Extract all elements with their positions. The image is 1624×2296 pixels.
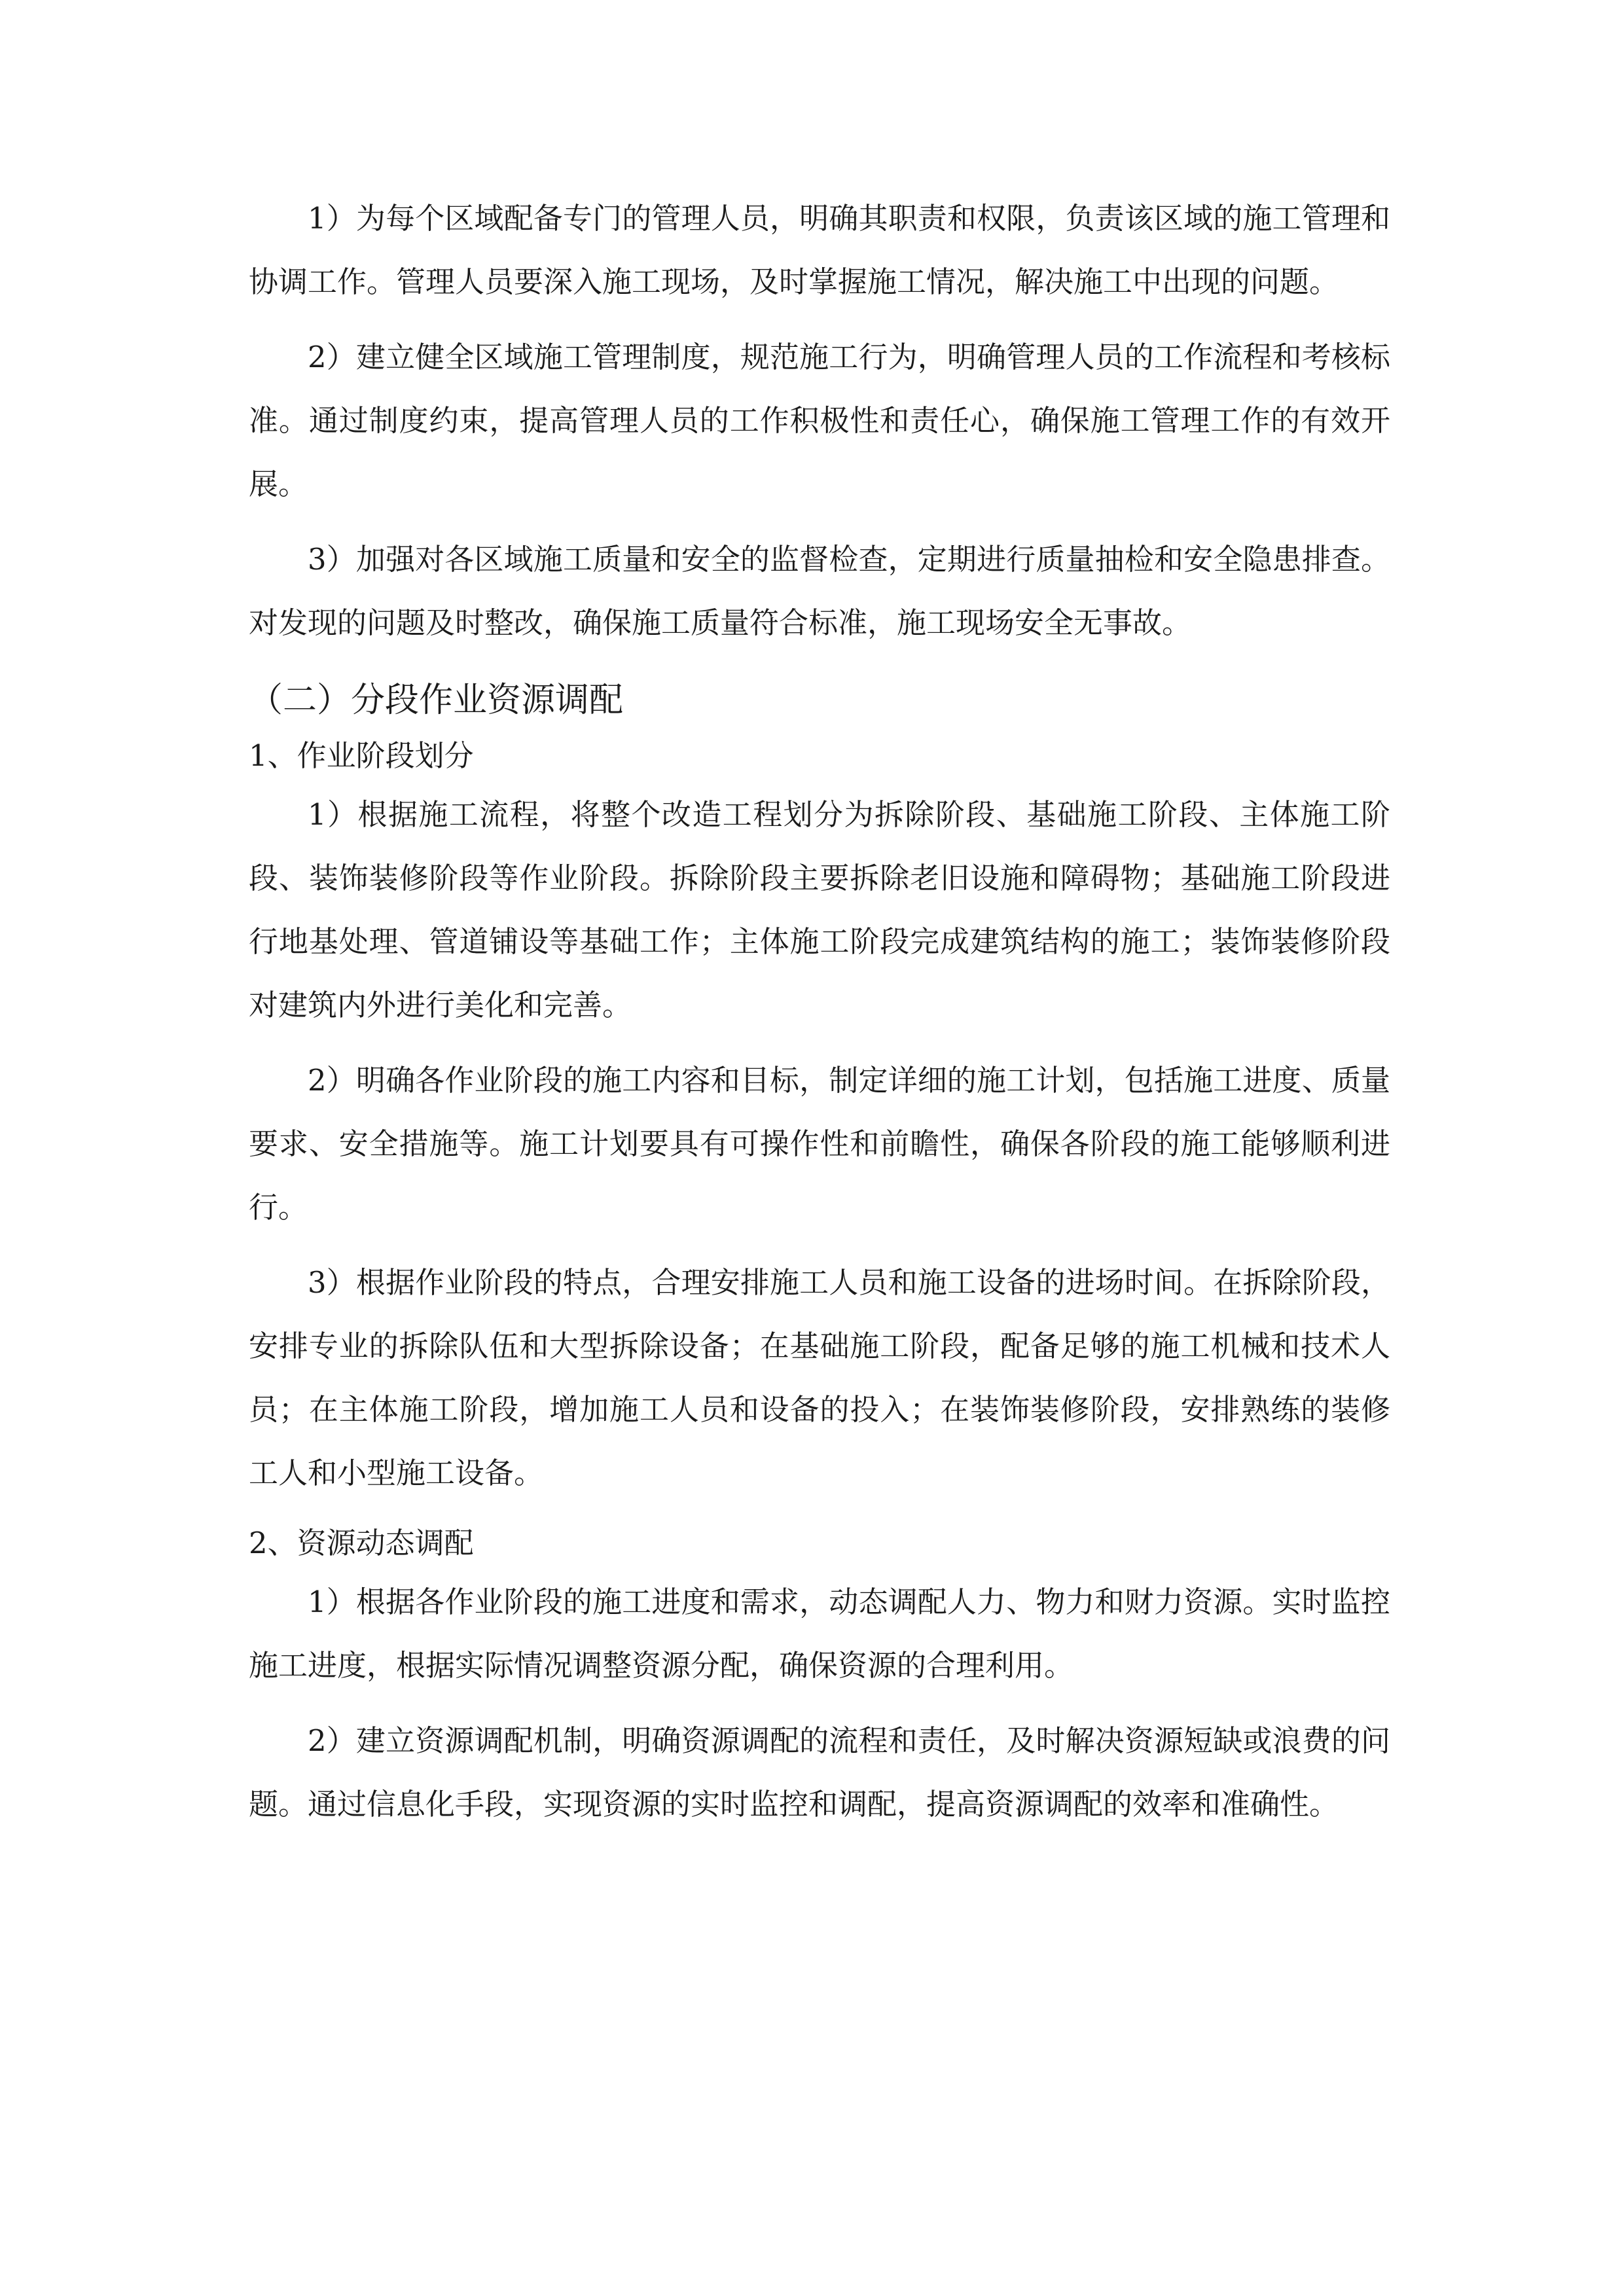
paragraph-stage-plan: 2）明确各作业阶段的施工内容和目标，制定详细的施工计划，包括施工进度、质量要求、安全措施等。施工计划要具有可操作性和前瞻性，确保各阶段的施工能够顺利进行。 (249, 1063, 1390, 1225)
section-heading: （二）分段作业资源调配 (249, 681, 624, 720)
paragraph-stage-division: 1）根据施工流程，将整个改造工程划分为拆除阶段、基础施工阶段、主体施工阶段、装饰装修阶段等作业阶段。拆除阶段主要拆除老旧设施和障碍物；基础施工阶段进行地基处理、管道铺设等基础工作；主体施工阶段完成建筑结构的施工；装饰装修阶段对建筑内外进行美化和完善。 (249, 797, 1390, 1022)
paragraph-dynamic-allocation: 1）根据各作业阶段的施工进度和需求，动态调配人力、物力和财力资源。实时监控施工进度，根据实际情况调整资源分配，确保资源的合理利用。 (249, 1585, 1390, 1683)
paragraph-zone-inspection: 3）加强对各区域施工质量和安全的监督检查，定期进行质量抽检和安全隐患排查。对发现的问题及时整改，确保施工质量符合标准，施工现场安全无事故。 (249, 542, 1390, 640)
paragraph-stage-arrangement: 3）根据作业阶段的特点，合理安排施工人员和施工设备的进场时间。在拆除阶段，安排专业的拆除队伍和大型拆除设备；在基础施工阶段，配备足够的施工机械和技术人员；在主体施工阶段，增加施工人员和设备的投入；在装饰装修阶段，安排熟练的装修工人和小型施工设备。 (249, 1265, 1390, 1490)
subheading-stage-division: 1、作业阶段划分 (249, 738, 474, 773)
document-page (249, 187, 1390, 1836)
paragraph-allocation-mechanism: 2）建立资源调配机制，明确资源调配的流程和责任，及时解决资源短缺或浪费的问题。通过信息化手段，实现资源的实时监控和调配，提高资源调配的效率和准确性。 (249, 1723, 1390, 1821)
subheading-dynamic-allocation: 2、资源动态调配 (249, 1526, 474, 1560)
paragraph-zone-rules: 2）建立健全区域施工管理制度，规范施工行为，明确管理人员的工作流程和考核标准。通过制度约束，提高管理人员的工作积极性和责任心，确保施工管理工作的有效开展。 (249, 340, 1390, 501)
paragraph-zone-manager: 1）为每个区域配备专门的管理人员，明确其职责和权限，负责该区域的施工管理和协调工作。管理人员要深入施工现场，及时掌握施工情况，解决施工中出现的问题。 (249, 201, 1390, 299)
